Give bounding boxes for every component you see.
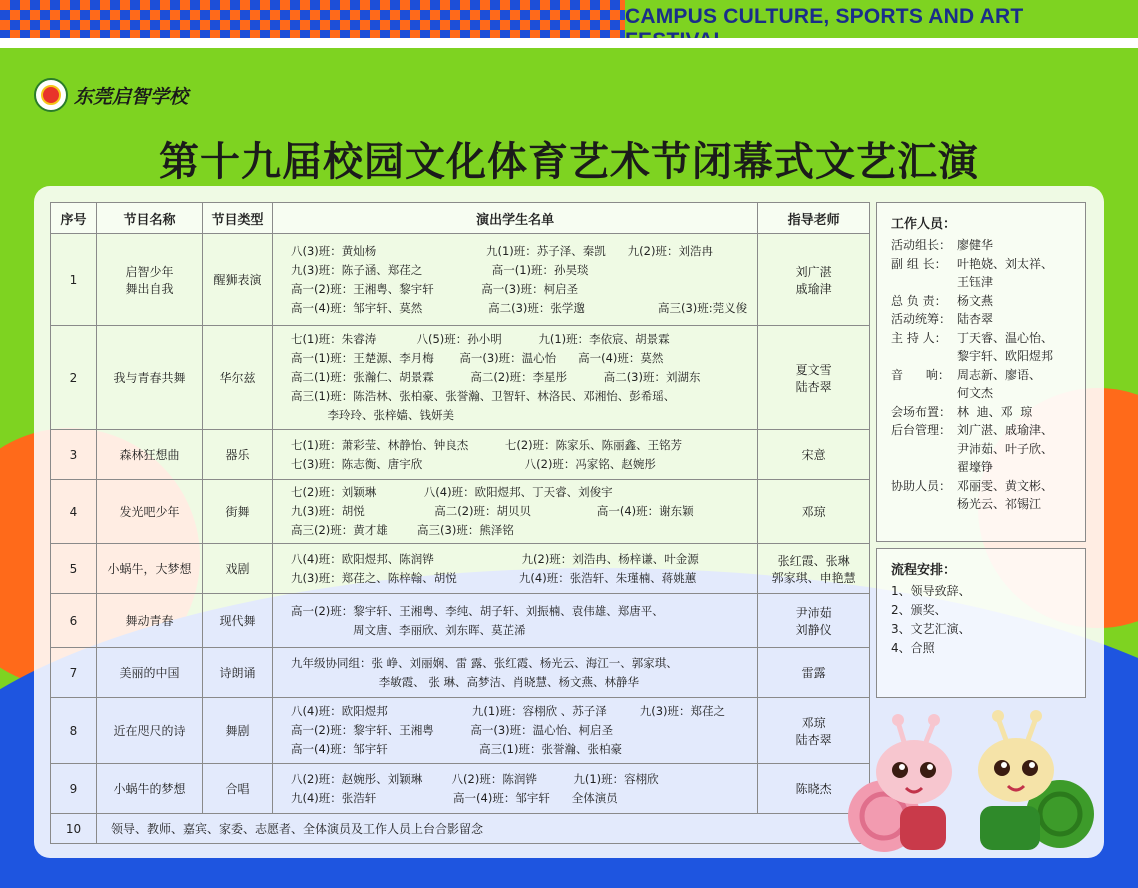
staff-role: 副 组 长： — [891, 256, 947, 271]
student-list: 八(3)班：黄灿杨 九(1)班：苏子泽、秦凯 九(2)班：刘浩冉 九(3)班：陈子涵、郑荏之 高一(1)班：孙昊琰 高一(2)班：王湘粤、黎宇轩 高一(3)班：柯启圣 高一(4)班：邹宇轩、莫然 高二(3)班：张学邈 高三(3)班:莞义俊 — [273, 234, 758, 326]
program-name: 小蜗牛的梦想 — [97, 764, 203, 814]
flow-box — [876, 548, 1086, 698]
green-snail-mascot-icon — [964, 702, 1094, 856]
staff-item — [877, 421, 1085, 477]
flow-item: 4、合照 — [891, 641, 935, 655]
staff-item — [877, 366, 1085, 403]
staff-role: 活动组长： — [891, 238, 952, 252]
flow-item: 1、领导致辞、 — [891, 584, 971, 598]
table-row — [51, 594, 870, 648]
table-row — [51, 648, 870, 698]
staff-item — [877, 403, 1085, 422]
program-type: 现代舞 — [203, 594, 273, 648]
staff-names: 周志新、廖语、 何文杰 — [957, 367, 1042, 400]
staff-item — [877, 310, 1085, 329]
school-name: 东莞启智学校 — [74, 85, 189, 108]
program-name: 森林狂想曲 — [97, 430, 203, 480]
student-list: 七(1)班：朱睿涛 八(5)班：孙小明 九(1)班：李依宸、胡景霖 高一(1)班：王楚源、李月梅 高一(3)班：温心怡 高一(4)班：莫然 高二(1)班：张瀚仁、胡景霖 高二(2)班：李星彤 高二(3)班：刘湖东 高三(1)班：陈浩林、张柏豪、张誉瀚、卫智轩、林洛民、邓湘怡、彭希瑶、 李玲玲、张梓嫱、钱妍美 — [273, 326, 758, 430]
staff-names: 邓丽雯、黄文彬、 杨光云、祁锡江 — [957, 478, 1054, 511]
table-row — [51, 480, 870, 544]
flow-item: 2、颁奖、 — [891, 603, 947, 617]
row-number: 3 — [51, 430, 97, 480]
teacher-names: 尹沛茹 刘静仪 — [758, 594, 870, 648]
table-row — [51, 814, 870, 844]
program-name: 近在咫尺的诗 — [97, 698, 203, 764]
program-type: 醒狮表演 — [203, 234, 273, 326]
table-row — [51, 326, 870, 430]
student-list: 八(4)班：欧阳煜邦 九(1)班：容栩欣 、苏子泽 九(3)班：郑荏之 高一(2)班：黎宇轩、王湘粤 高一(3)班：温心怡、柯启圣 高一(4)班：邹宇轩 高三(1)班：张誉瀚、张柏豪 — [273, 698, 758, 764]
row-number: 4 — [51, 480, 97, 544]
staff-names: 林 迪、邓 琼 — [957, 404, 1033, 419]
staff-item — [877, 236, 1085, 255]
program-name: 我与青春共舞 — [97, 326, 203, 430]
staff-names: 丁天睿、温心怡、 黎宇轩、欧阳煜邦 — [957, 330, 1054, 363]
staff-role: 活动统筹： — [891, 312, 952, 326]
school-logo — [34, 78, 188, 112]
staff-role: 协助人员： — [891, 478, 952, 493]
staff-role: 主 持 人： — [891, 330, 947, 345]
school-emblem-icon — [34, 78, 68, 112]
table-row — [51, 234, 870, 326]
student-list: 七(1)班：萧彩莹、林静怡、钟良杰 七(2)班：陈家乐、陈丽鑫、王铭芳 七(3)班：陈志衡、唐宇欣 八(2)班：冯家铭、赵婉彤 — [273, 430, 758, 480]
program-type: 诗朗诵 — [203, 648, 273, 698]
program-name: 美丽的中国 — [97, 648, 203, 698]
student-list: 八(2)班：赵婉彤、刘颖琳 八(2)班：陈润铧 九(1)班：容栩欣 九(4)班：张浩轩 高一(4)班：邹宇轩 全体演员 — [273, 764, 758, 814]
staff-role: 总 负 责： — [891, 293, 947, 308]
staff-box — [876, 202, 1086, 542]
program-type: 舞剧 — [203, 698, 273, 764]
flow-heading: 流程安排： — [891, 563, 957, 578]
teacher-names: 宋意 — [758, 430, 870, 480]
staff-names: 廖健华 — [957, 238, 994, 252]
divider — [0, 38, 1138, 48]
program-name: 启智少年 舞出自我 — [97, 234, 203, 326]
staff-item — [877, 292, 1085, 311]
program-panel — [34, 186, 1104, 858]
row-number: 8 — [51, 698, 97, 764]
teacher-names: 雷露 — [758, 648, 870, 698]
row-number: 6 — [51, 594, 97, 648]
teacher-names: 张红霞、张琳 郭家琪、申艳慧 — [758, 544, 870, 594]
poster — [0, 48, 1138, 888]
checker-stripe — [0, 0, 625, 38]
program-type: 街舞 — [203, 480, 273, 544]
table-row — [51, 430, 870, 480]
table-row — [51, 764, 870, 814]
staff-role: 后台管理： — [891, 423, 952, 437]
program-type: 戏剧 — [203, 544, 273, 594]
column-header: 序号 — [51, 203, 97, 234]
teacher-names: 邓琼 — [758, 480, 870, 544]
teacher-names: 夏文雪 陆杏翠 — [758, 326, 870, 430]
program-name: 小蜗牛，大梦想 — [97, 544, 203, 594]
table-row — [51, 698, 870, 764]
row-number: 10 — [51, 814, 97, 844]
festival-banner — [625, 0, 1138, 41]
program-type: 华尔兹 — [203, 326, 273, 430]
table-row — [51, 544, 870, 594]
staff-names: 陆杏翠 — [957, 312, 994, 326]
student-list: 七(2)班：刘颖琳 八(4)班：欧阳煜邦、丁天睿、刘俊宇 九(3)班：胡悦 高二(2)班：胡贝贝 高一(4)班：谢东颖 高三(2)班：黄才雄 高三(3)班：熊泽铭 — [273, 480, 758, 544]
closing-note: 领导、教师、嘉宾、家委、志愿者、全体演员及工作人员上台合影留念 — [97, 814, 870, 844]
staff-item — [877, 255, 1085, 292]
program-table — [50, 202, 870, 844]
banner-title: CAMPUS CULTURE, SPORTS AND ART — [625, 5, 1024, 28]
teacher-names: 刘广湛 戚瑜津 — [758, 234, 870, 326]
column-header: 节目名称 — [97, 203, 203, 234]
row-number: 7 — [51, 648, 97, 698]
staff-role: 会场布置： — [891, 404, 952, 419]
staff-item — [877, 477, 1085, 514]
program-name: 发光吧少年 — [97, 480, 203, 544]
table-header-row — [51, 203, 870, 234]
staff-role: 音 响： — [891, 367, 950, 382]
program-type: 合唱 — [203, 764, 273, 814]
staff-item — [877, 329, 1085, 366]
student-list: 高一(2)班：黎宇轩、王湘粤、李纯、胡子轩、刘振楠、袁伟雄、郑唐平、 周文唐、李丽欣、刘东晖、莫芷浠 — [273, 594, 758, 648]
student-list: 八(4)班：欧阳煜邦、陈润铧 九(2)班：刘浩冉、杨梓谦、叶金源 九(3)班：郑荏之、陈梓翰、胡悦 九(4)班：张浩轩、朱瑾楠、蒋姚蕙 — [273, 544, 758, 594]
teacher-names: 陈晓杰 — [758, 764, 870, 814]
student-list: 九年级协同组：张 峥、刘丽娴、雷 露、张红霞、杨光云、海江一、郭家琪、 李敏霞、 张 琳、高梦洁、肖晓慧、杨文燕、林静华 — [273, 648, 758, 698]
staff-names: 叶艳娆、刘太祥、 王钰津 — [957, 256, 1054, 289]
page-title: 第十九届校园文化体育艺术节闭幕式文艺汇演 — [159, 139, 979, 185]
staff-heading: 工作人员： — [891, 217, 957, 232]
row-number: 9 — [51, 764, 97, 814]
program-type: 器乐 — [203, 430, 273, 480]
staff-names: 杨文燕 — [957, 293, 994, 308]
column-header: 演出学生名单 — [273, 203, 758, 234]
flow-item: 3、文艺汇演、 — [891, 622, 971, 636]
staff-names: 刘广湛、戚瑜津、 尹沛茹、叶子欣、 翟壕铮 — [957, 423, 1054, 474]
row-number: 2 — [51, 326, 97, 430]
pink-snail-mascot-icon — [842, 706, 962, 856]
row-number: 1 — [51, 234, 97, 326]
column-header: 节目类型 — [203, 203, 273, 234]
program-name: 舞动青春 — [97, 594, 203, 648]
column-header: 指导老师 — [758, 203, 870, 234]
teacher-names: 邓琼 陆杏翠 — [758, 698, 870, 764]
row-number: 5 — [51, 544, 97, 594]
